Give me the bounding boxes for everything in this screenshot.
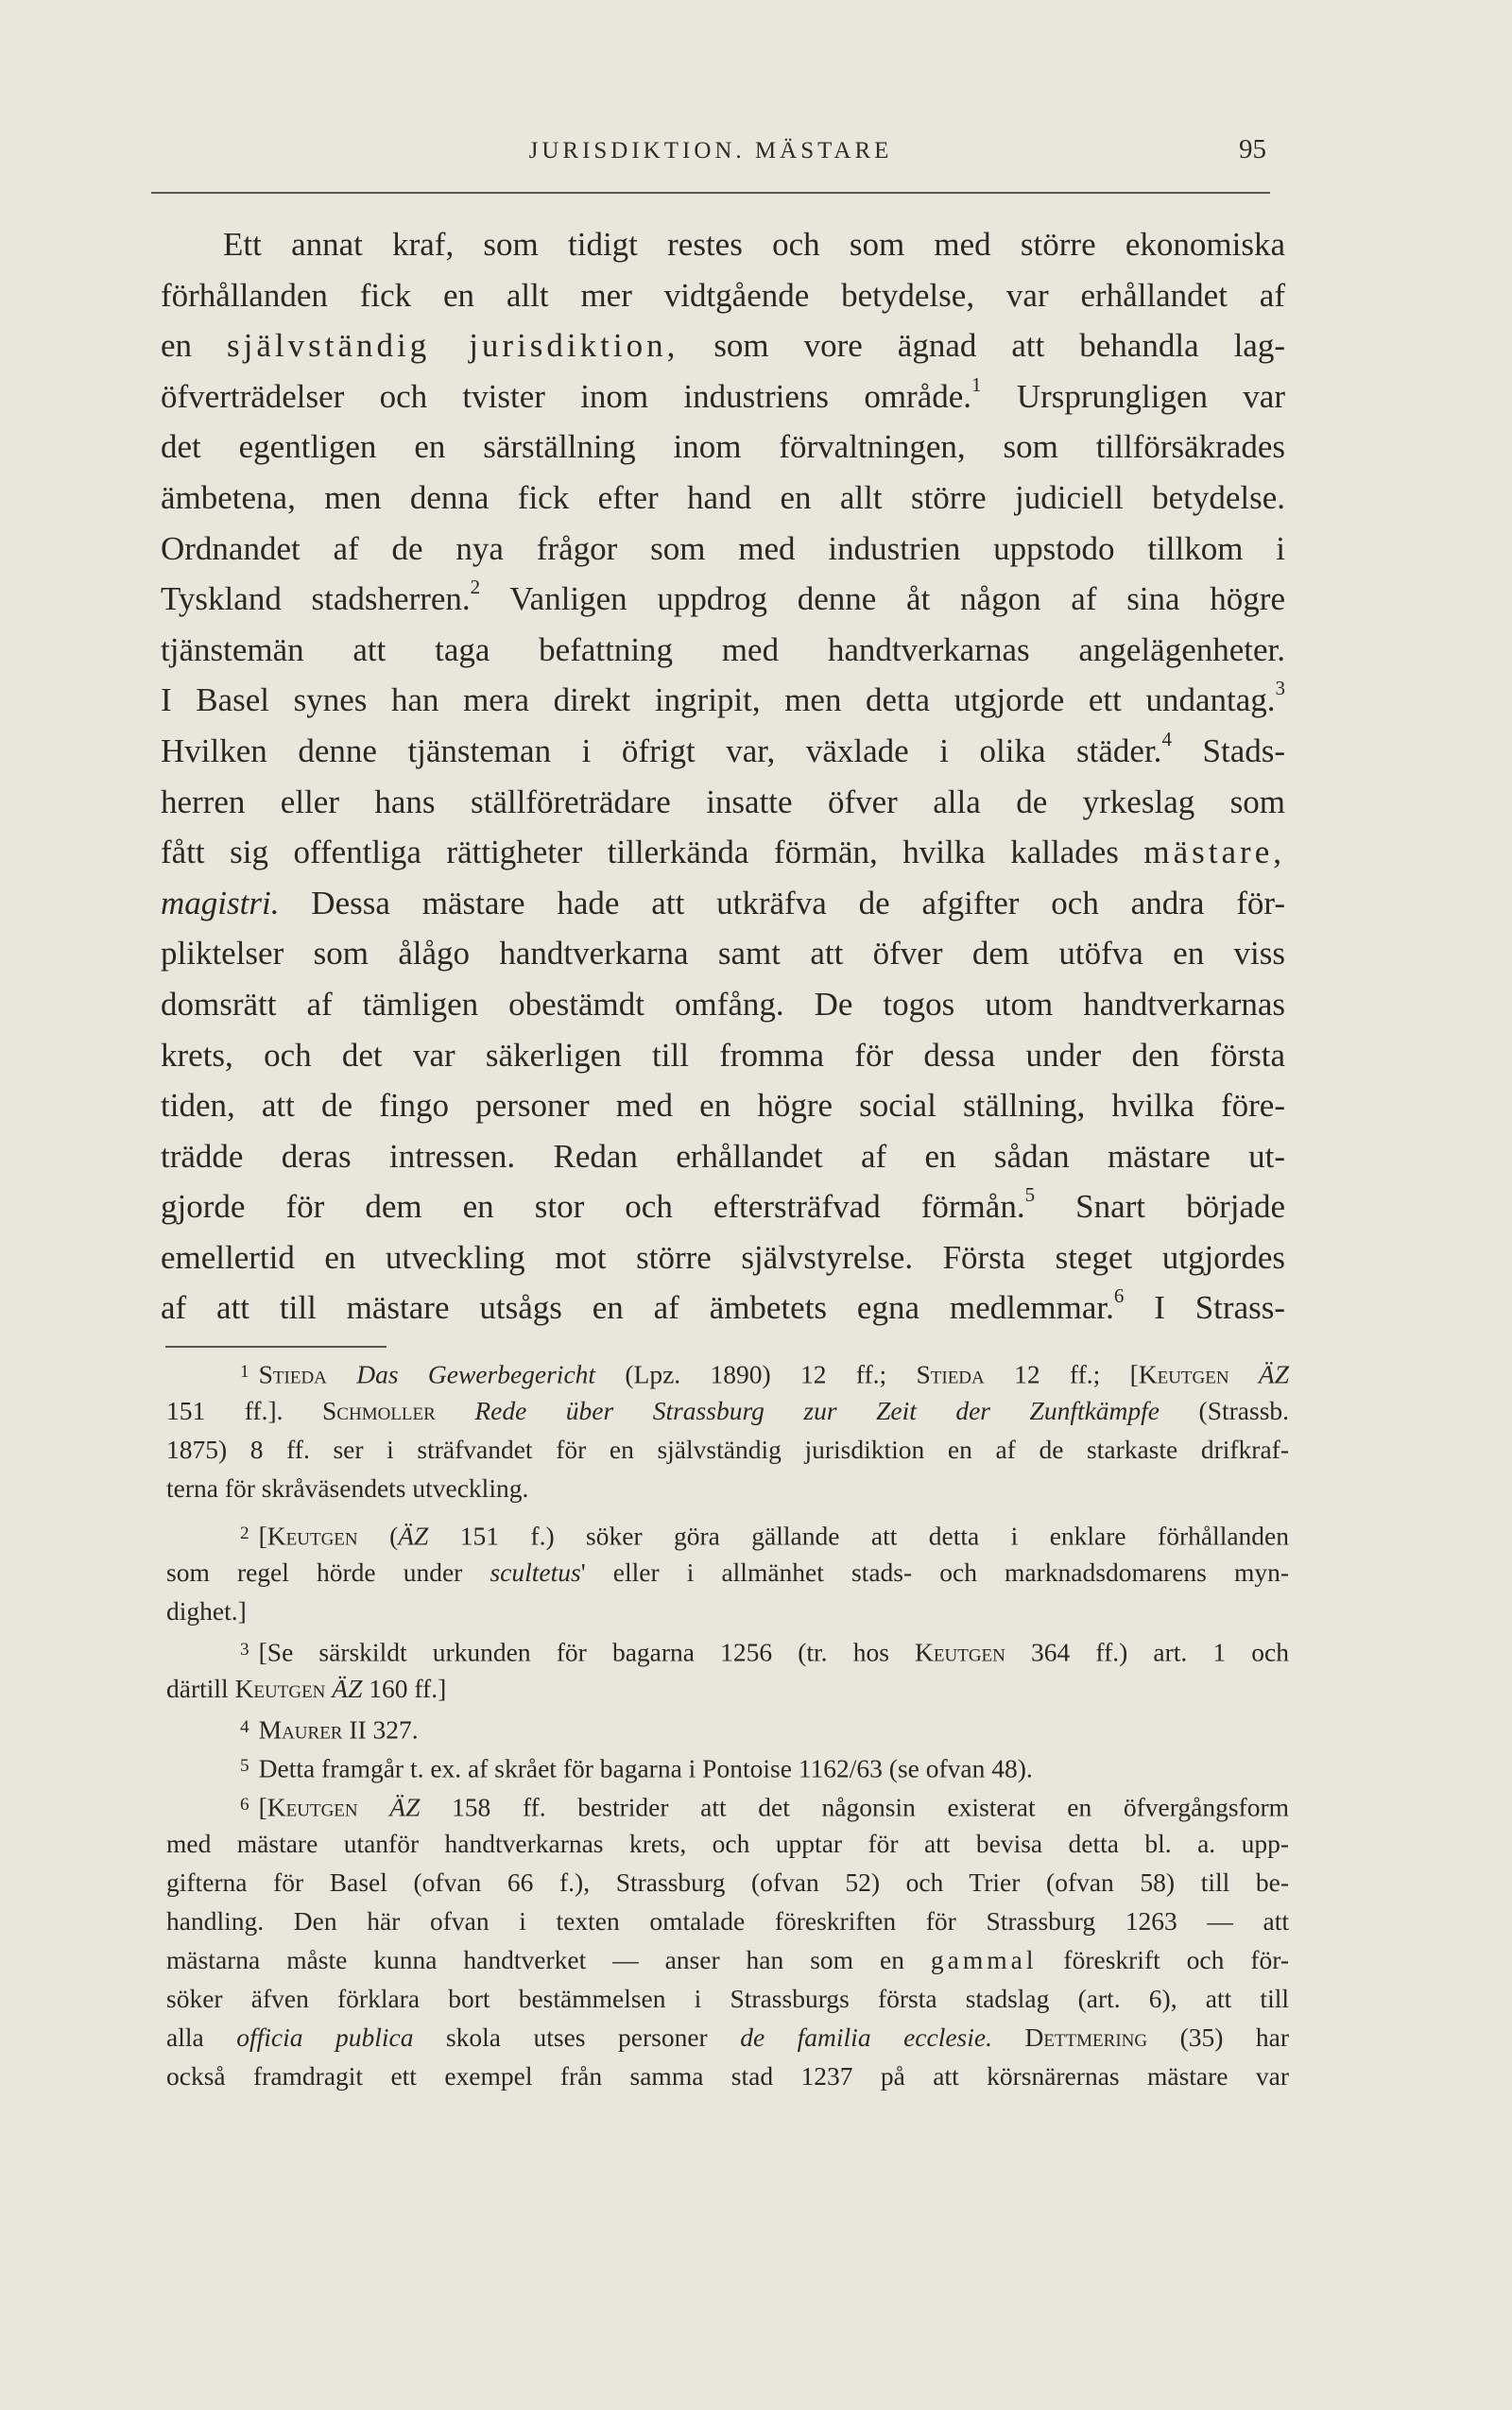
body-line: emellertid en utveckling mot större självstyrelse. Första steget utgjordes xyxy=(161,1238,1285,1276)
footnote-line: $^5$ Detta framgår t. ex. af skrået för bagarna i Pontoise 1162/63 (se ofvan 48). xyxy=(240,1753,1033,1783)
footnote-line: söker äfven förklara bort bestämmelsen i Strassburgs första stadslag (art. 6), att till xyxy=(166,1984,1289,2013)
body-line: pliktelser som ålågo handtverkarna samt att öfver dem utöfva en viss xyxy=(161,935,1285,973)
footnote-line: också framdragit ett exempel från samma stad 1237 på att körsnärernas mästare var xyxy=(166,2061,1289,2091)
body-line: fått sig offentliga rättigheter tillerkända förmän, hvilka kallades mästare, xyxy=(161,834,1285,871)
footnote-line: $^4$ Maurer II 327. xyxy=(240,1714,419,1745)
body-line: krets, och det var säkerligen till fromma för dessa under den första xyxy=(161,1036,1285,1074)
page-header xyxy=(151,134,1270,176)
body-line: en självständig jurisdiktion, som vore ägnad att behandla lag- xyxy=(161,327,1285,365)
footnotes xyxy=(166,1346,1289,2095)
footnote-ref: 4 xyxy=(1161,728,1172,751)
body-line: det egentligen en särställning inom förvaltningen, som tillförsäkrades xyxy=(161,428,1285,466)
footnote-line: alla officia publica skola utses personer de familia ecclesie. Dettmering (35) har xyxy=(166,2023,1290,2052)
footnote-ref: 3 xyxy=(1275,677,1285,700)
footnote-line: gifterna för Basel (ofvan 66 f.), Strassburg (ofvan 52) och Trier (ofvan 58) till be- xyxy=(166,1868,1289,1897)
body-line: Hvilken denne tjänsteman i öfrigt var, växlade i olika städer.$^4$ Stads- xyxy=(161,728,1285,769)
footnote-line: därtill Keutgen ÄZ 160 ff.] xyxy=(166,1674,447,1703)
body-line: Ett annat kraf, som tidigt restes och som med större ekonomiska xyxy=(223,226,1285,263)
footnote-line: dighet.] xyxy=(166,1596,247,1626)
body-line: tjänstemän att taga befattning med handtverkarnas angelägenheter. xyxy=(161,630,1285,668)
footnote-ref: 1 xyxy=(971,372,982,396)
footnote-line: 1875) 8 ff. ser i sträfvandet för en självständig jurisdiktion en af de starkaste drifkraf- xyxy=(166,1435,1289,1464)
body-line: gjorde för dem en stor och eftersträfvad förmån.$^5$ Snart började xyxy=(161,1183,1286,1226)
body-line: magistri. Dessa mästare hade att utkräfva de afgifter och andra för- xyxy=(161,884,1285,921)
footnote-line: 151 ff.]. Schmoller Rede über Strassburg zur Zeit der Zunftkämpfe (Strassb. xyxy=(166,1396,1290,1425)
body-line: ämbetena, men denna fick efter hand en allt större judiciell betydelse. xyxy=(161,478,1285,516)
page-number: 95 xyxy=(1239,134,1266,164)
body-line: förhållanden fick en allt mer vidtgående betydelse, var erhållandet af xyxy=(161,276,1285,314)
footnote-line: $^6$ [Keutgen ÄZ 158 ff. bestrider att det någonsin existerat en öfvergångsform xyxy=(240,1792,1290,1822)
footnote-line: $^3$ [Se särskildt urkunden för bagarna 1256 (tr. hos Keutgen 364 ff.) art. 1 och xyxy=(240,1637,1290,1667)
body-line: domsrätt af tämligen obestämdt omfång. De togos utom handtverkarnas xyxy=(161,985,1285,1023)
body-line: Ordnandet af de nya frågor som med industrien uppstodo tillkom i xyxy=(161,529,1285,567)
body-line: af att till mästare utsågs en af ämbetets egna medlemmar.$^6$ I Strass- xyxy=(161,1284,1285,1327)
footnote-line: $^2$ [Keutgen (ÄZ 151 f.) söker göra gällande att detta i enklare förhållanden xyxy=(240,1521,1290,1551)
header-rule xyxy=(151,192,1270,194)
running-head: JURISDIKTION. MÄSTARE xyxy=(528,138,893,164)
body-line: tiden, att de fingo personer med en högre social ställning, hvilka före- xyxy=(161,1087,1285,1125)
footnote-line: handling. Den här ofvan i texten omtalade föreskriften för Strassburg 1263 — att xyxy=(166,1906,1289,1936)
body-line: I Basel synes han mera direkt ingripit, men detta utgjorde ett undantag.$^3$ xyxy=(161,677,1285,719)
footnote-line: $^1$ Stieda Das Gewerbegericht (Lpz. 1890) 12 ff.; Stieda 12 ff.; [Keutgen ÄZ xyxy=(240,1359,1289,1389)
footnote-line: som regel hörde under scultetus' eller i allmänhet stads- och marknadsdomarens myn- xyxy=(166,1558,1290,1587)
footnote-ref: 2 xyxy=(470,576,481,599)
footnote-line: mästarna måste kunna handtverket — anser han som en gammal föreskrift och för- xyxy=(166,1945,1289,1974)
footnote-line: med mästare utanför handtverkarnas krets, och upptar för att bevisa detta bl. a. upp- xyxy=(166,1829,1289,1858)
body-line: herren eller hans ställföreträdare insatte öfver alla de yrkeslag som xyxy=(161,783,1285,820)
body-line: trädde deras intressen. Redan erhållandet af en sådan mästare ut- xyxy=(161,1137,1285,1175)
footnote-ref: 6 xyxy=(1113,1284,1125,1308)
body-line: öfverträdelser och tvister inom industriens område.$^1$ Ursprungligen var xyxy=(161,372,1285,415)
body-line: Tyskland stadsherren.$^2$ Vanligen uppdrog denne åt någon af sina högre xyxy=(161,576,1285,618)
footnote-ref: 5 xyxy=(1024,1183,1036,1207)
footnote-line: terna för skråväsendets utveckling. xyxy=(166,1473,529,1503)
body-text xyxy=(161,219,1285,1334)
